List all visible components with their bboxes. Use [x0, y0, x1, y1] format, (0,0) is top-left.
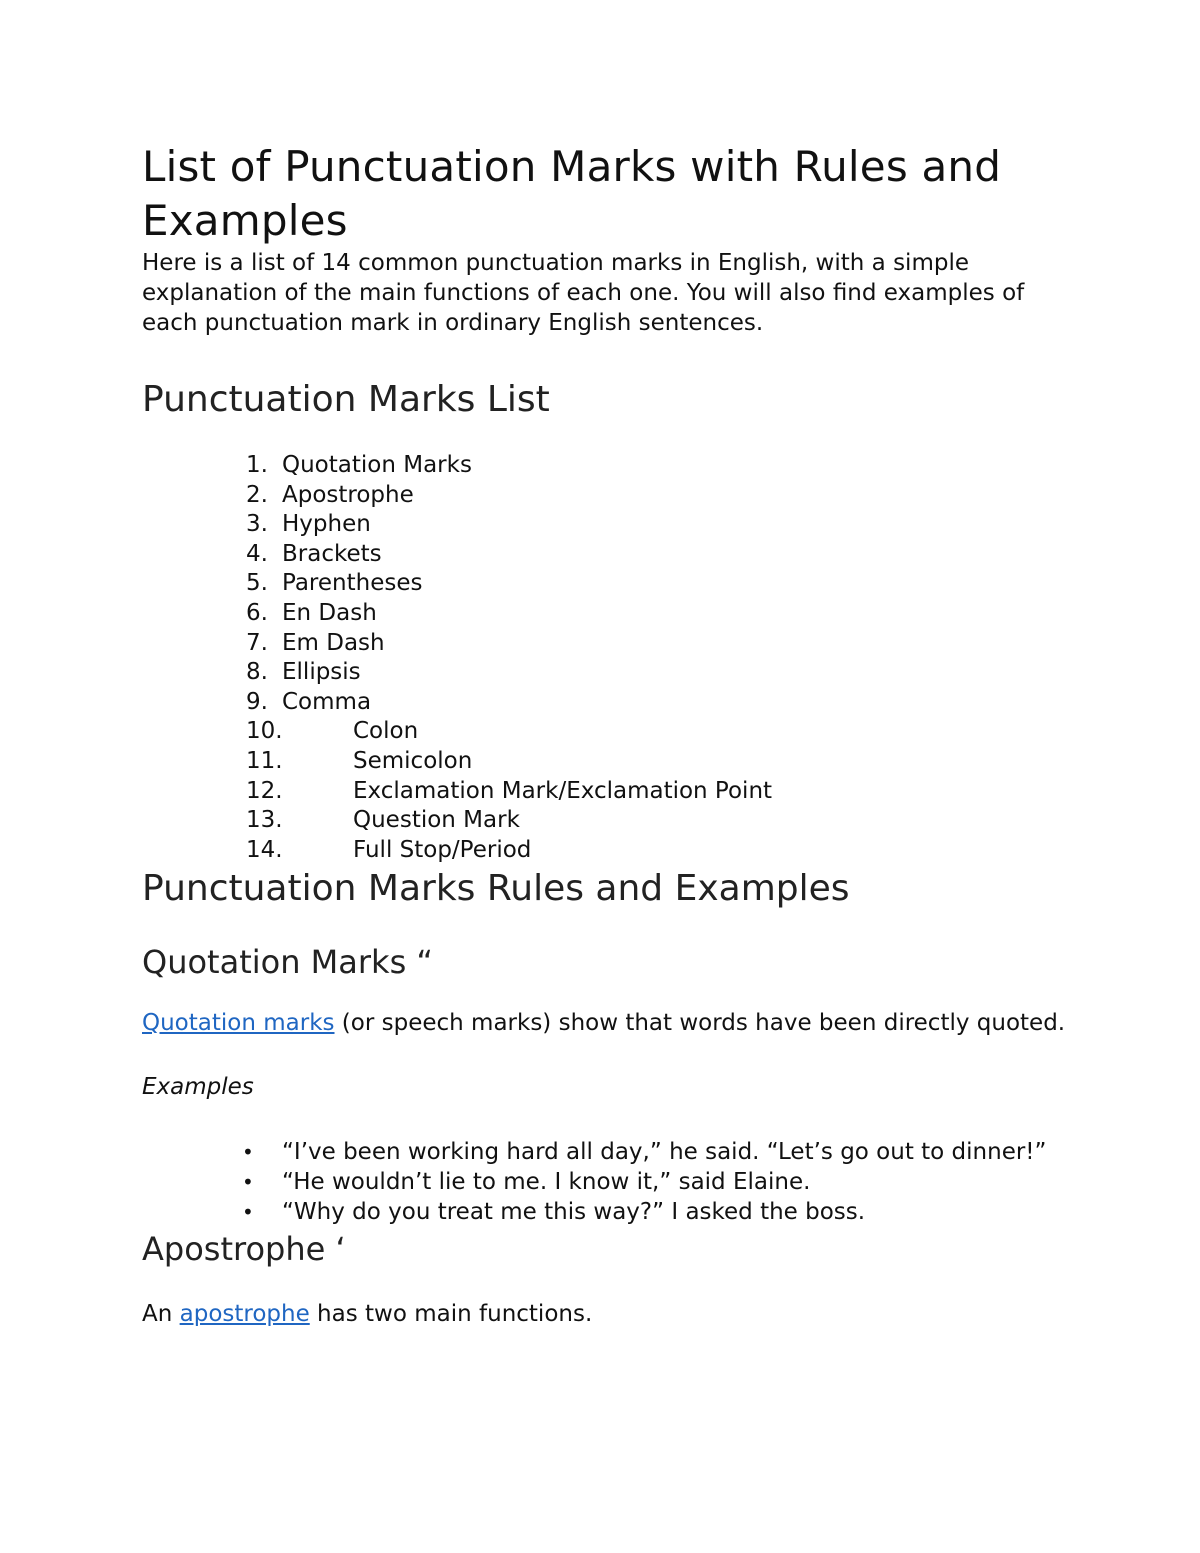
- list-item-label: Apostrophe: [282, 481, 414, 508]
- list-item-number: 5.: [246, 570, 268, 597]
- apostrophe-link[interactable]: apostrophe: [179, 1301, 310, 1328]
- list-item-label: Em Dash: [282, 629, 385, 656]
- list-item-number: 11.: [246, 747, 283, 774]
- example-text: “He wouldn’t lie to me. I know it,” said Elaine.: [282, 1169, 811, 1196]
- quotation-marks-description-text: (or speech marks) show that words have been directly quoted.: [334, 1010, 1066, 1037]
- apostrophe-description: [142, 1299, 1082, 1329]
- list-item-label: Colon: [353, 718, 419, 745]
- punctuation-marks-list: [142, 451, 1082, 865]
- bullet-icon: •: [242, 1200, 254, 1225]
- list-item: [142, 451, 1082, 481]
- list-item: [142, 777, 1082, 807]
- list-item-label: Parentheses: [282, 570, 423, 597]
- list-item-label: Comma: [282, 688, 372, 715]
- list-item-number: 9.: [246, 688, 268, 715]
- rules-heading: Punctuation Marks Rules and Examples: [142, 868, 850, 910]
- document-title: List of Punctuation Marks with Rules and Examples: [142, 142, 1002, 245]
- list-item: [142, 717, 1082, 747]
- list-heading: Punctuation Marks List: [142, 379, 550, 420]
- bullet-icon: •: [242, 1140, 254, 1165]
- list-item: [142, 806, 1082, 836]
- list-item-number: 7.: [246, 629, 268, 656]
- list-item: [142, 629, 1082, 659]
- quotation-marks-heading: Quotation Marks “: [142, 943, 433, 982]
- list-item-label: Hyphen: [282, 511, 371, 538]
- list-item-number: 1.: [246, 452, 268, 478]
- quotation-marks-link[interactable]: Quotation marks: [142, 1010, 335, 1037]
- list-item-label: Semicolon: [353, 747, 473, 774]
- list-item: [142, 481, 1082, 511]
- document-page: [142, 140, 1082, 1329]
- example-text: “I’ve been working hard all day,” he said. “Let’s go out to dinner!”: [282, 1139, 1047, 1166]
- apostrophe-text-before: An: [142, 1301, 180, 1328]
- list-item-number: 13.: [246, 807, 283, 834]
- list-item-label: Exclamation Mark/Exclamation Point: [353, 777, 773, 804]
- list-item: [142, 569, 1082, 599]
- list-item-label: En Dash: [282, 599, 377, 626]
- list-item-label: Ellipsis: [282, 659, 361, 686]
- list-item-number: 4.: [246, 540, 268, 567]
- list-item-label: Brackets: [282, 540, 382, 567]
- list-item: [142, 747, 1082, 777]
- list-item: [142, 658, 1082, 688]
- list-item-number: 12.: [246, 777, 283, 804]
- bullet-icon: •: [242, 1170, 254, 1195]
- apostrophe-heading: Apostrophe ‘: [142, 1230, 346, 1269]
- list-item-label: Quotation Marks: [282, 452, 472, 478]
- list-item-number: 3.: [246, 511, 268, 538]
- list-item-number: 8.: [246, 659, 268, 686]
- example-text: “Why do you treat me this way?” I asked the boss.: [282, 1199, 866, 1226]
- examples-label: Examples: [142, 1074, 254, 1101]
- list-item: [142, 1137, 1062, 1167]
- quotation-marks-description: [142, 1008, 1082, 1038]
- apostrophe-text-after: has two main functions.: [309, 1301, 593, 1328]
- list-item: [142, 599, 1082, 629]
- intro-paragraph: Here is a list of 14 common punctuation marks in English, with a simple explanation of the main functions of each one. You will also find examples of each punctuation mark in ordinary English sentences.: [142, 250, 1025, 336]
- list-item: [142, 836, 1082, 866]
- list-item-number: 6.: [246, 599, 268, 626]
- list-item: [142, 510, 1082, 540]
- list-item-number: 2.: [246, 481, 268, 508]
- list-item: [142, 540, 1082, 570]
- list-item: [142, 688, 1082, 718]
- list-item-label: Question Mark: [353, 807, 520, 834]
- list-item-label: Full Stop/Period: [353, 836, 532, 863]
- quotation-examples-list: [142, 1137, 1082, 1227]
- list-item-number: 14.: [246, 836, 283, 863]
- list-item-number: 10.: [246, 718, 283, 745]
- list-item: [142, 1167, 1062, 1197]
- list-item: [142, 1197, 1062, 1227]
